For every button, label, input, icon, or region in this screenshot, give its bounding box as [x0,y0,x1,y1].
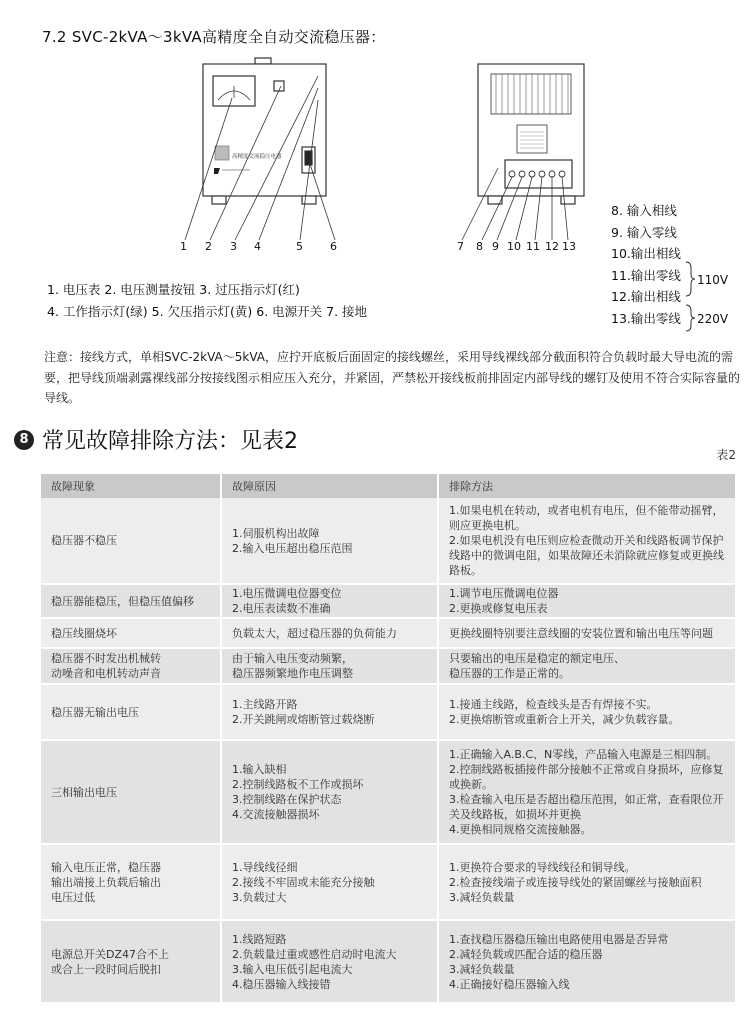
cell-line: 1.输入缺相 [232,763,287,776]
terminal-9: 9. 输入零线 [611,224,677,240]
cell-line: 1.调节电压微调电位器 [449,587,559,600]
table-row [41,584,735,618]
cell-line: 三相输出电压 [51,785,117,799]
table-row [41,740,735,844]
cell-line: 4.正确接好稳压器输入线 [449,977,570,991]
cell-line: 只要输出的电压是稳定的额定电压、 [449,652,625,665]
cause-cell [221,648,438,684]
cell-line: 1.导线线径细 [232,860,298,874]
cell-line: 1.正确输入A.B.C、N零线，产品输入电源是三相四制。 [449,748,718,761]
front-panel-label: 高精度交流稳压电器 [232,154,282,160]
cell-line: 电压过低 [51,890,95,904]
voltage-220-label: 220V [697,312,729,326]
cell-line: 1.主线路开路 [232,698,298,711]
cell-line: 3.减轻负载量 [449,890,515,904]
cell-line: 动噪音和电机转动声音 [51,667,161,680]
cell-line: 稳压线圈烧坏 [51,626,117,640]
cell-line: 2.更换或修复电压表 [449,602,548,615]
callout-3: 3 [230,240,237,253]
symptom-cell [41,584,221,618]
terminal-11: 11.输出零线 [611,267,681,283]
table-row [41,684,735,740]
cause-cell [221,584,438,618]
terminal-legend [611,200,681,329]
cell-line: 输出端接上负载后输出 [51,875,161,889]
callout-11: 11 [526,240,540,253]
cell-line: 1.接通主线路，检查线头是否有焊接不实。 [449,698,658,711]
voltage-brackets [686,262,695,331]
terminal-12: 12.输出相线 [611,289,681,304]
table-row [41,844,735,920]
cell-line: 线路中的微调电阻，如果故障还未消除就应修复或更换线 [449,549,724,562]
cell-line: 电源总开关DZ47合不上 [51,947,170,961]
table-row [41,920,735,1002]
symptom-cell [41,648,221,684]
cell-line: 4.交流接触器损坏 [232,808,320,821]
cell-line: 3.控制线路在保护状态 [232,793,342,806]
cell-line: 稳压器能稳压，但稳压值偏移 [51,594,194,608]
cell-line: 或合上一段时间后脱扣 [51,962,161,976]
remedy-cell [438,584,735,618]
cell-line: 2.更换熔断管或重新合上开关，减少负载容量。 [449,713,680,726]
remedy-cell [438,844,735,920]
cell-line: 2.开关跳闸或熔断管过载烧断 [232,713,375,726]
cause-cell [221,844,438,920]
symptom-cell [41,740,221,844]
cell-line: 2.减轻负载或匹配合适的稳压器 [449,947,603,961]
cell-line: 3.负载过大 [232,890,287,904]
cause-cell [221,920,438,1002]
section-8-title [14,424,298,455]
terminal-8: 8. 输入相线 [611,203,677,218]
cell-line: 1.查找稳压器稳压输出电路使用电器是否异常 [449,932,669,946]
callout-13: 13 [562,240,576,253]
section-7-2-title: 7.2 SVC-2kVA～3kVA高精度全自动交流稳压器： [42,28,386,46]
legend-line: 1. 电压表 2. 电压测量按钮 3. 过压指示灯(红) [47,282,300,297]
callout-10: 10 [507,240,521,253]
remedy-cell [438,684,735,740]
callout-5: 5 [296,240,303,253]
cause-cell [221,740,438,844]
troubleshooting-table [41,474,735,1002]
cell-line: 2.控制线路板不工作或损坏 [232,778,364,791]
legend-line: 4. 工作指示灯(绿) 5. 欠压指示灯(黄) 6. 电源开关 7. 接地 [47,303,368,319]
cell-line: 3.减轻负载量 [449,962,515,976]
cell-line: 2.控制线路板插接件部分接触不正常或自身损坏，应修复 [449,763,724,776]
table-label: 表2 [716,448,736,462]
cell-line: 2.如果电机没有电压则应检查微动开关和线路板调节保护 [449,534,724,547]
cell-line: 输入电压正常，稳压器 [51,860,161,874]
cell-line: 2.电压表读数不准确 [232,602,331,615]
cell-line: 由于输入电压变动频繁， [232,652,353,665]
terminal-13: 13.输出零线 [611,310,681,326]
cell-line: 则应更换电机。 [449,519,526,532]
cause-cell [221,684,438,740]
callout-6: 6 [330,240,337,253]
remedy-cell [438,740,735,844]
header-symptom: 故障现象 [41,474,221,498]
terminal-10: 10.输出相线 [611,246,681,261]
table-row [41,498,735,584]
cell-line: 更换线圈特别要注意线圈的安装位置和输出电压等问题 [449,626,713,640]
cell-line: 关及线路板，如损坏并更换 [449,808,581,821]
cell-line: 2.负载量过重或感性启动时电流大 [232,947,397,961]
cell-line: 1.伺服机构出故障 [232,526,320,540]
remedy-cell [438,618,735,648]
cell-line: 或换新。 [449,778,493,791]
cell-line: 2.输入电压超出稳压范围 [232,541,353,555]
rear-view-drawing [478,64,584,204]
cause-cell [221,498,438,584]
header-remedy: 排除方法 [438,474,735,498]
cell-line: 1.线路短路 [232,932,287,946]
remedy-cell [438,648,735,684]
cell-line: 1.电压微调电位器变位 [232,587,342,600]
cell-line: 4.更换相同规格交流接触器。 [449,823,592,836]
wiring-note: 注意：接线方式，单相SVC-2kVA～5kVA，应拧开底板后面固定的接线螺丝，采用导线裸线部分截面积符合负载时最大导电流的需要，把导线顶端剥露裸线部分按接线图示相应压入充分，并紧固，严禁松开接线板前排固定内部导线的螺钉及使用不符合实际容量的导线。 [44,350,741,405]
cell-line: 稳压器无输出电压 [51,705,139,719]
remedy-cell [438,498,735,584]
cause-cell [221,618,438,648]
voltage-110-label: 110V [697,273,729,287]
symptom-cell [41,498,221,584]
header-cause: 故障原因 [221,474,438,498]
cell-line: 稳压器的工作是正常的。 [449,667,570,680]
remedy-cell [438,920,735,1002]
cell-line: 1.更换符合要求的导线线径和铜导线。 [449,860,636,874]
cell-line: 2.检查接线端子或连接导线处的紧固螺丝与接触面积 [449,875,702,889]
cell-line: 3.输入电压低引起电流大 [232,962,353,976]
section-8-heading: 常见故障排除方法：见表2 [42,429,298,454]
cell-line: 1.如果电机在转动，或者电机有电压，但不能带动摇臂， [449,504,724,517]
callout-7: 7 [457,240,464,253]
cell-line: 负载太大，超过稳压器的负荷能力 [232,626,397,640]
callout-9: 9 [492,240,499,253]
cell-line: 稳压器不稳压 [51,534,117,547]
table-row [41,618,735,648]
cell-line: 路板。 [449,564,482,577]
callout-2: 2 [205,240,212,253]
callout-1: 1 [180,240,187,253]
symptom-cell [41,920,221,1002]
table-body [41,498,735,1002]
symptom-cell [41,684,221,740]
symptom-cell [41,618,221,648]
cell-line: 2.接线不牢固或未能充分接触 [232,875,375,889]
cell-line: 4.稳压器输入线接错 [232,977,331,991]
cell-line: 稳压器频繁地作电压调整 [232,667,353,680]
cell-line: 3.检查输入电压是否超出稳压范围，如正常，查看限位开 [449,793,724,806]
section-number-badge: 8 [14,430,34,450]
cell-line: 稳压器不时发出机械转 [51,652,161,665]
callout-4: 4 [254,240,261,253]
callout-8: 8 [476,240,483,253]
front-panel-legend [47,279,367,322]
callout-12: 12 [545,240,559,253]
table-row [41,648,735,684]
table-header-row [41,474,735,498]
symptom-cell [41,844,221,920]
